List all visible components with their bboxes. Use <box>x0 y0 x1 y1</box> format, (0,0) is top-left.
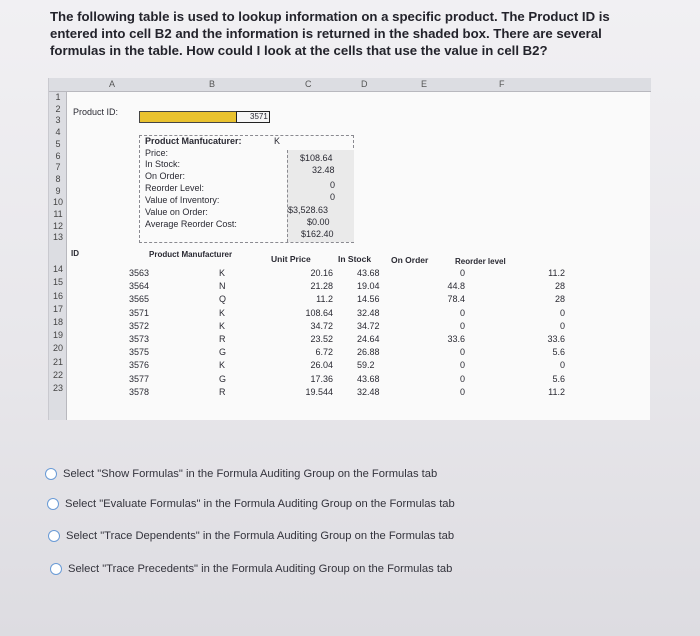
cell-id[interactable]: 3576 <box>129 360 150 371</box>
cell-reorder-level[interactable]: 33.6 <box>547 334 565 344</box>
cell-reorder-level[interactable]: 5.6 <box>552 347 565 358</box>
row-number[interactable]: 1 <box>55 92 61 102</box>
row-number[interactable]: 8 <box>55 173 61 184</box>
row-number[interactable]: 22 <box>52 369 63 380</box>
cell-reorder-level[interactable]: 5.6 <box>552 373 565 384</box>
row-number[interactable]: 18 <box>52 316 63 327</box>
row-number[interactable]: 7 <box>55 162 61 173</box>
row-number[interactable]: 14 <box>52 264 63 275</box>
row-number[interactable]: 5 <box>55 138 61 149</box>
cell-unit-price[interactable]: 20.16 <box>310 268 333 278</box>
table-header-in-stock: In Stock <box>338 254 372 264</box>
option-label: Select "Show Formulas" in the Formula Auditing Group on the Formulas tab <box>63 468 438 480</box>
cell-in-stock[interactable]: 32.48 <box>357 386 380 397</box>
cell-reorder-level[interactable]: 28 <box>554 281 565 292</box>
table-header-reorder-level: Reorder level <box>455 257 506 266</box>
cell-in-stock[interactable]: 14.56 <box>357 294 380 305</box>
cell-manufacturer[interactable]: R <box>219 334 226 344</box>
cell-unit-price[interactable]: 17.36 <box>310 373 333 384</box>
cell-on-order[interactable]: 0 <box>459 307 465 318</box>
table-row <box>67 281 651 293</box>
cell-unit-price[interactable]: 108.64 <box>305 307 333 318</box>
cell-manufacturer[interactable]: G <box>219 373 227 384</box>
cell-on-order[interactable]: 0 <box>459 347 465 358</box>
col-header-b[interactable]: B <box>209 79 216 89</box>
question-text: The following table is used to lookup information on a specific product. The Product ID is entered into cell B2 and the information is returned in the shaded box. There are several formulas in the table. How could I look at the cells that use the value in cell B2? <box>50 9 610 58</box>
info-value-in-stock: 32.48 <box>312 165 335 175</box>
row-number[interactable]: 12 <box>52 220 63 231</box>
cell-id[interactable]: 3563 <box>129 268 150 278</box>
cell-unit-price[interactable]: 23.52 <box>310 334 333 344</box>
info-label-value-inventory: Value of Inventory: <box>145 195 220 205</box>
info-label-manufacturer: Product Manfucaturer: <box>145 136 242 146</box>
radio-icon[interactable] <box>48 530 60 542</box>
row-header-bar <box>49 92 67 420</box>
info-value-value-inventory: $3,528.63 <box>288 205 329 215</box>
table-header-unit-price: Unit Price <box>271 254 311 264</box>
table-header-on-order: On Order <box>391 255 429 265</box>
cell-in-stock[interactable]: 19.04 <box>357 281 380 292</box>
cell-id[interactable]: 3564 <box>129 281 150 292</box>
cell-manufacturer[interactable]: R <box>219 386 226 397</box>
cell-id[interactable]: 3572 <box>129 320 150 331</box>
cell-in-stock[interactable]: 59.2 <box>357 360 375 371</box>
table-row <box>67 308 651 320</box>
table-row <box>67 360 651 372</box>
cell-unit-price[interactable]: 11.2 <box>316 294 333 305</box>
cell-on-order[interactable]: 0 <box>459 373 465 384</box>
column-header-bar <box>49 78 651 92</box>
info-label-in-stock: In Stock: <box>145 159 181 169</box>
radio-icon[interactable] <box>45 468 57 480</box>
row-number[interactable]: 20 <box>52 343 63 354</box>
row-number[interactable]: 3 <box>55 115 61 126</box>
col-header-e[interactable]: E <box>421 79 428 89</box>
row-number[interactable]: 17 <box>52 303 63 314</box>
option-label: Select "Trace Dependents" in the Formula Auditing Group on the Formulas tab <box>66 530 455 542</box>
option-label: Select "Evaluate Formulas" in the Formula Auditing Group on the Formulas tab <box>65 498 455 510</box>
table-row <box>67 387 651 399</box>
cell-unit-price[interactable]: 26.04 <box>310 360 333 371</box>
option-evaluate-formulas[interactable] <box>47 496 455 512</box>
product-id-value-box[interactable] <box>236 111 270 123</box>
spreadsheet <box>48 78 650 420</box>
col-header-d[interactable]: D <box>361 79 368 89</box>
cell-in-stock[interactable]: 43.68 <box>357 373 380 384</box>
col-header-f[interactable]: F <box>499 79 505 89</box>
cell-on-order[interactable]: 33.6 <box>447 334 465 344</box>
cell-manufacturer[interactable]: K <box>219 307 226 318</box>
cell-manufacturer[interactable]: G <box>219 347 227 358</box>
cell-manufacturer[interactable]: K <box>219 268 226 278</box>
cell-manufacturer[interactable]: K <box>219 320 226 331</box>
row-number[interactable]: 4 <box>55 127 61 138</box>
info-value-price: $108.64 <box>300 153 333 163</box>
table-header-manufacturer: Product Manufacturer <box>149 250 233 259</box>
radio-icon[interactable] <box>50 563 62 575</box>
option-label: Select "Trace Precedents" in the Formula Auditing Group on the Formulas tab <box>68 563 453 575</box>
row-number[interactable]: 23 <box>52 382 63 393</box>
cell-reorder-level[interactable]: 0 <box>559 320 565 331</box>
row-number[interactable]: 13 <box>52 232 63 243</box>
table-row <box>67 321 651 333</box>
option-trace-dependents[interactable] <box>48 528 454 544</box>
cell-on-order[interactable]: 0 <box>459 320 465 331</box>
cell-manufacturer[interactable]: K <box>219 360 226 371</box>
cell-unit-price[interactable]: 6.72 <box>315 347 333 358</box>
table-row <box>67 374 651 386</box>
cell-id[interactable]: 3565 <box>129 294 150 305</box>
row-number[interactable]: 15 <box>52 277 63 288</box>
cell-id[interactable]: 3571 <box>129 307 150 318</box>
row-number[interactable]: 9 <box>55 185 61 196</box>
cell-on-order[interactable]: 0 <box>459 360 465 371</box>
info-label-avg-reorder-cost: Average Reorder Cost: <box>145 219 237 229</box>
table-row <box>67 347 651 359</box>
info-label-price: Price: <box>145 148 169 158</box>
row-number[interactable]: 11 <box>53 209 63 219</box>
info-label-value-order: Value on Order: <box>145 207 208 217</box>
cell-reorder-level[interactable]: 11.2 <box>548 268 565 278</box>
cell-on-order[interactable]: 78.4 <box>447 294 465 305</box>
table-row <box>67 294 651 306</box>
cell-in-stock[interactable]: 43.68 <box>357 268 380 278</box>
col-header-a[interactable]: A <box>109 79 116 89</box>
radio-icon[interactable] <box>47 498 59 510</box>
cell-manufacturer[interactable]: N <box>219 281 226 292</box>
product-id-label: Product ID: <box>73 107 119 117</box>
col-header-c[interactable]: C <box>305 79 312 89</box>
info-value-avg-reorder-cost: $162.40 <box>301 229 334 239</box>
cell-reorder-level[interactable]: 28 <box>554 294 565 305</box>
row-number[interactable]: 6 <box>55 150 61 161</box>
cell-in-stock[interactable]: 26.88 <box>357 347 380 358</box>
cell-unit-price[interactable]: 34.72 <box>310 320 333 331</box>
cell-in-stock[interactable]: 32.48 <box>357 307 380 318</box>
cell-reorder-level[interactable]: 0 <box>559 360 565 371</box>
table-header-id: ID <box>71 249 79 258</box>
cell-id[interactable]: 3577 <box>129 373 150 384</box>
info-label-reorder-level: Reorder Level: <box>145 183 205 193</box>
cell-unit-price[interactable]: 21.28 <box>310 281 333 292</box>
row-number[interactable]: 19 <box>52 330 63 341</box>
info-label-on-order: On Order: <box>145 171 186 181</box>
info-value-on-order: 0 <box>330 180 336 190</box>
cell-reorder-level[interactable]: 11.2 <box>548 386 565 397</box>
table-row <box>67 268 651 280</box>
cell-reorder-level[interactable]: 0 <box>559 307 565 318</box>
table-row <box>67 334 651 346</box>
cell-on-order[interactable]: 0 <box>459 268 465 278</box>
row-number[interactable]: 16 <box>52 290 63 301</box>
cell-manufacturer[interactable]: Q <box>219 294 227 305</box>
cell-unit-price[interactable]: 19.544 <box>305 386 333 397</box>
row-number[interactable]: 2 <box>55 103 61 114</box>
cell-in-stock[interactable]: 34.72 <box>357 320 380 331</box>
cell-in-stock[interactable]: 24.64 <box>357 334 380 344</box>
product-id-value: 3571 <box>250 112 268 121</box>
option-trace-precedents[interactable] <box>50 561 452 577</box>
cell-on-order[interactable]: 0 <box>459 386 465 397</box>
info-value-value-order: $0.00 <box>307 217 330 227</box>
cell-on-order[interactable]: 44.8 <box>447 281 465 292</box>
option-show-formulas[interactable] <box>45 466 437 482</box>
info-value-manufacturer: K <box>274 136 281 146</box>
info-value-reorder-level: 0 <box>330 192 336 202</box>
cell-id[interactable]: 3578 <box>129 386 150 397</box>
row-number[interactable]: 21 <box>52 356 63 367</box>
cell-id[interactable]: 3573 <box>129 334 150 344</box>
cell-id[interactable]: 3575 <box>129 347 150 358</box>
row-number[interactable]: 10 <box>52 197 63 208</box>
